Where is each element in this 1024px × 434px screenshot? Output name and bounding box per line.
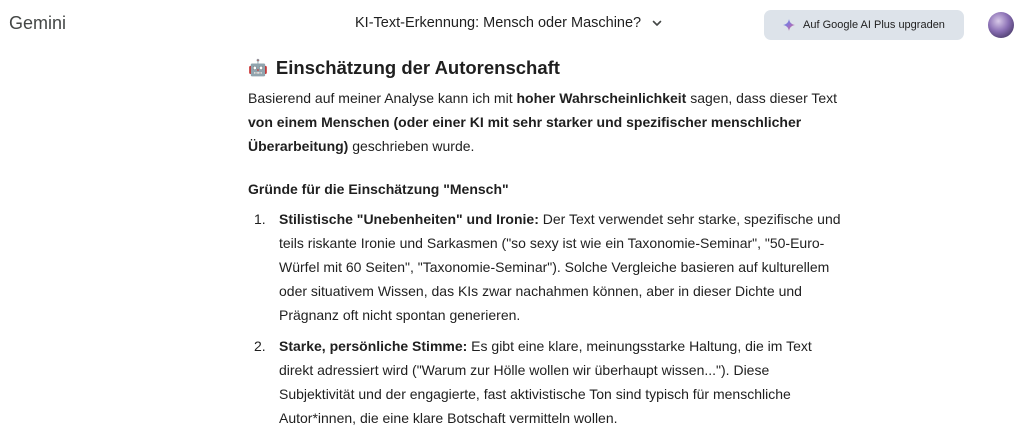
intro-text-2: sagen, dass dieser Text [686, 90, 838, 106]
list-item-line: direkt adressiert wird ("Warum zur Hölle wollen wir überhaupt wissen..."). Diese [279, 362, 770, 378]
list-item-line: Würfel mit 60 Seiten", "Taxonomie-Seminar"). Solche Vergleiche basieren auf kulturellem [279, 259, 830, 275]
list-item-line: Prägnanz oft nicht spontan generieren. [279, 307, 521, 323]
section-heading-text: Einschätzung der Autorenschaft [275, 57, 560, 78]
intro-text-3: geschrieben wurde. [348, 138, 475, 154]
conversation-title-dropdown[interactable] [355, 15, 663, 31]
robot-emoji: 🤖 [248, 60, 268, 77]
list-item-line: Es gibt eine klare, meinungsstarke Haltung, die im Text [467, 338, 812, 354]
upgrade-button[interactable] [764, 10, 964, 40]
chevron-down-icon [651, 17, 663, 29]
brand-logo[interactable]: Gemini [9, 13, 67, 33]
reasons-list [248, 207, 848, 430]
list-item-line: teils riskante Ironie und Sarkasmen ("so sexy ist wie ein Taxonomie-Seminar", "50-Euro- [279, 235, 825, 251]
intro-paragraph [248, 86, 848, 158]
list-item-line: oder situativem Wissen, das KIs zwar nachahmen können, aber in dieser Dichte und [279, 283, 802, 299]
top-bar [0, 0, 1024, 50]
avatar[interactable] [988, 12, 1014, 38]
list-item-title: Stilistische "Unebenheiten" und Ironie: [279, 211, 539, 227]
response-content [248, 56, 848, 430]
sparkle-icon [783, 19, 795, 31]
list-item [248, 334, 848, 430]
list-number: 1. [254, 211, 266, 227]
subheading: Gründe für die Einschätzung "Mensch" [248, 181, 509, 197]
list-item-line: Autor*innen, die eine klare Botschaft vermitteln wollen. [279, 410, 618, 426]
list-item-title: Starke, persönliche Stimme: [279, 338, 468, 354]
section-heading [248, 56, 848, 80]
list-number: 2. [254, 338, 266, 354]
intro-bold-2a: von einem Menschen (oder einer KI mit sehr starker und spezifischer menschlicher [248, 114, 802, 130]
list-item-line: Subjektivität und der engagierte, fast aktivistische Ton sind typisch für menschliche [279, 386, 791, 402]
intro-text-1: Basierend auf meiner Analyse kann ich mit [248, 90, 517, 106]
intro-bold-1: hoher Wahrscheinlichkeit [516, 90, 687, 106]
upgrade-label: Auf Google AI Plus upgraden [803, 19, 945, 31]
list-item-line: Der Text verwendet sehr starke, spezifische und [538, 211, 841, 227]
list-item [248, 207, 848, 327]
conversation-title: KI-Text-Erkennung: Mensch oder Maschine? [355, 15, 642, 31]
intro-bold-2b: Überarbeitung) [248, 138, 349, 154]
